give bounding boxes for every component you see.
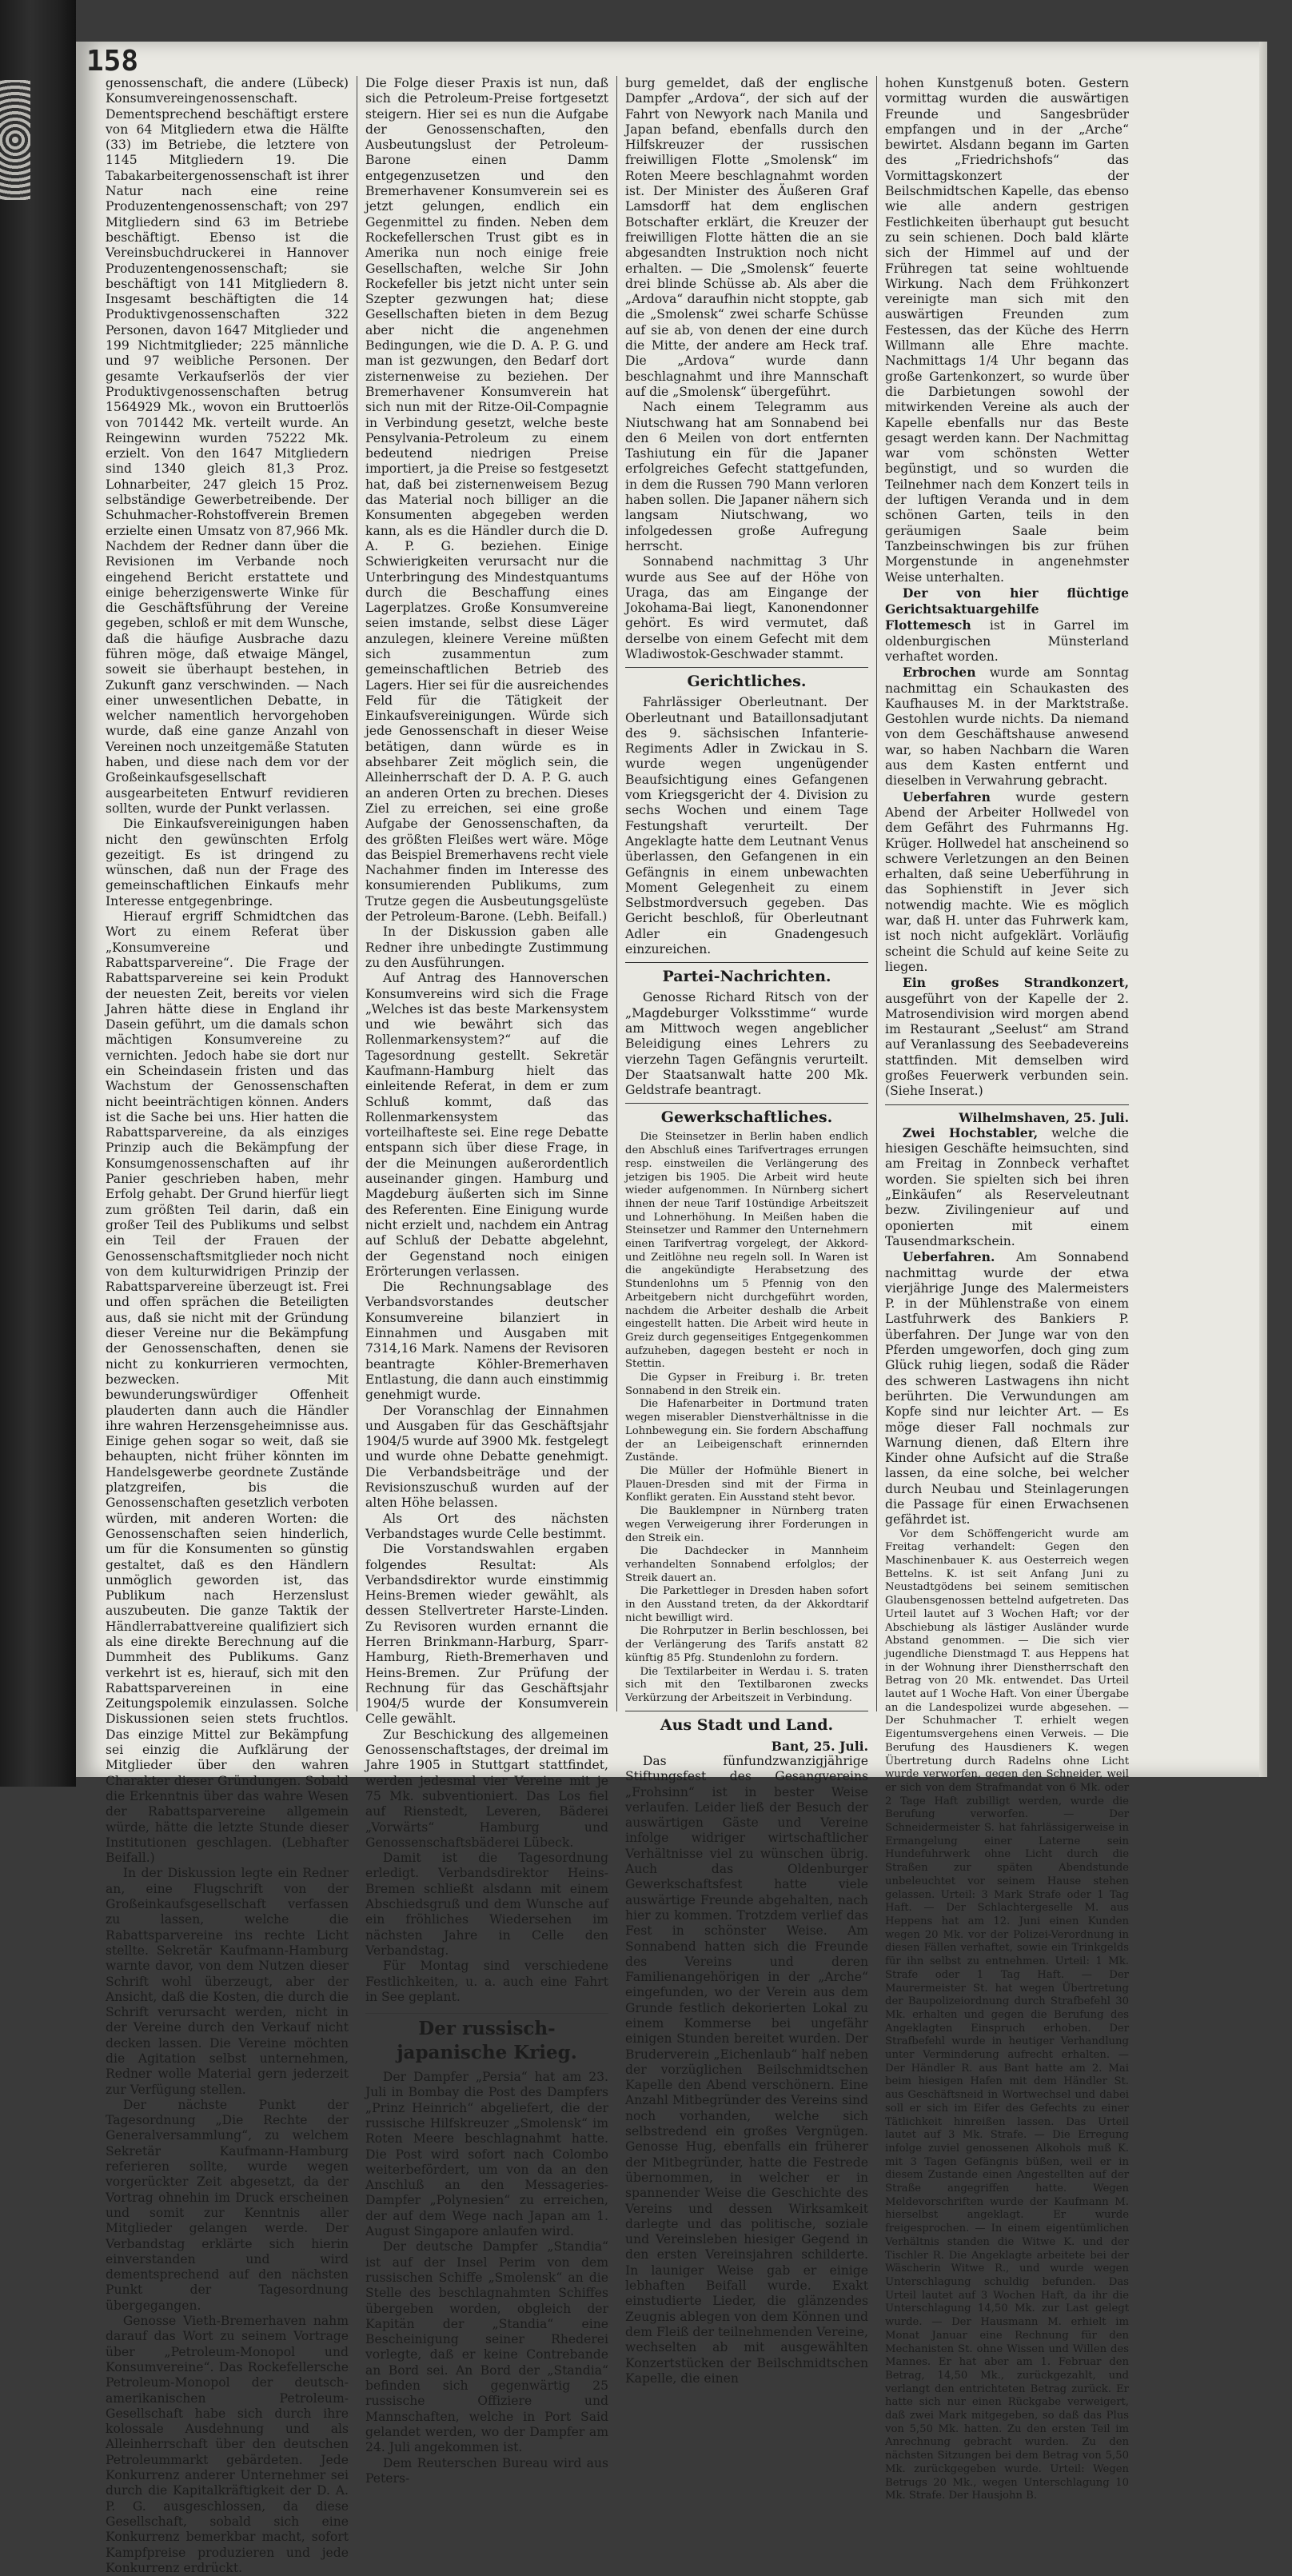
item-text: wurde gestern Abend der Arbeiter Hollwedel von dem Gefährt des Fuhrmanns Hg. Krüger. Hollwedel hat anscheinend so schwere Verletzungen an den Beinen erhalten, daß seine Ueberführung in das Sophienstift in Jever sich notwendig machte. Wie es möglich war, daß H. unter das Fuhrwerk kam, ist noch nicht aufgeklärt. Vorläufig scheint die Schuld auf keine Seite zu liegen. (885, 789, 1129, 974)
col2-para: Für Montag sind verschiedene Festlichkeiten, u. a. auch eine Fahrt in See geplant. (365, 1959, 608, 2004)
col4-item (885, 1125, 1129, 1249)
union-section-title: Gewerkschaftliches. (625, 1103, 868, 1128)
col1-para: Hierauf ergriff Schmidtchen das Wort zu einem Referat über „Konsumvereine und Rabattsparvereine“. Die Frage der Rabattsparvereine sei kein Produkt der neuesten Zeit, bereits vor vielen Jahren hätte diese in England ihr Dasein geführt, um die damals schon mächtigen Konsumvereine zu vernichten. Jedoch habe sie dort nur ein Scheindasein fristen und das Wachstum der Genossenschaften nicht beeinträchtigen können. Anders ist die Sache bei uns. Hier hatten die Rabattsparvereine, da als einziges Prinzip auch die Bekämpfung der Konsumgenossenschaften auf ihr Panier geschrieben haben, mehr Erfolg gehabt. Der Grund hierfür liegt zum größten Teil darin, daß ein großer Teil des Publikums und selbst ein Teil der Frauen der Genossenschaftsmitglieder noch nicht von dem kulturwidrigen Prinzip der Rabattsparvereine überzeugt ist. Frei und offen sprächen die Beteiligten aus, daß sie nicht mit der Gründung dieser Vereine nur die Bekämpfung der Genossenschaften, denen sie nicht zu konkurrieren vermochten, bezwecken. Mit bewunderungswürdiger Offenheit plauderten dann auch die Händler ihre wahren Herzensgeheimnisse aus. Einige gehen sogar so weit, daß sie behaupten, nicht früher könnten im Handelsgewerbe geordnete Zustände platzgreifen, bis die Genossenschaften gesetzlich verboten würden, mit anderen Worten: die Genossenschaften seien hinderlich, um für die Konsumenten so günstig gestaltet, daß es den Händlern unmöglich geworden ist, das Publikum nach Herzenslust auszubeuten. Die ganze Taktik der Händlerrabattvereine qualifiziert sich als eine direkte Berechnung auf die Dummheit des Publikums. Ganz verkehrt ist es, hierauf, sich mit den Rabattsparvereinen in eine Zeitungspolemik einzulassen. Solche Diskussionen seien stets fruchtlos. Das einzige Mittel zur Bekämpfung sei einzig die Aufklärung der Mitglieder über den wahren Charakter dieser Gründungen. Sobald die Erkenntnis über das wahre Wesen der Rabattsparvereine allgemein würde, hätte die letzte Stunde dieser Institutionen geschlagen. (Lebhafter Beifall.) (106, 909, 349, 1866)
col1-para: Die Einkaufsvereinigungen haben nicht den gewünschten Erfolg gezeitigt. Es ist dringend zu wünschen, daß nun der Frage des gemeinschaftlichen Einkaufs mehr Interesse entgegenbringe. (106, 817, 349, 909)
column-3 (617, 76, 877, 2386)
item-head: Ein großes Strandkonzert, (902, 975, 1129, 991)
war-para: Dem Reuterschen Bureau wird aus Peters- (365, 2455, 608, 2486)
item-text: welche die hiesigen Geschäfte heimsuchten, sind am Freitag in Zonnbeck verhaftet worden. Sie spielten sich bei ihren „Einkäufen“ als Reserveleutnant bezw. Zivilingenieur auf und oponierten mit einem Tausendmarkschein. (885, 1125, 1129, 1248)
union-para: Die Bauklempner in Nürnberg traten wegen Verweigerung ihrer Forderungen in den Streik ein. (625, 1505, 868, 1544)
col2-para: In der Diskussion gaben alle Redner ihre unbedingte Zustimmung zu den Ausführungen. (365, 925, 608, 970)
local-section-title: Aus Stadt und Land. (625, 1711, 868, 1735)
item-text: ist in Garrel im oldenburgischen Münsterland verhaftet worden. (885, 618, 1129, 664)
war-para: Der deutsche Dampfer „Standia“ ist auf der Insel Perim von dem russischen Schiffe „Smolensk“ an die Stelle des beschlagnahmten Schiffes übergeben worden, obgleich der Kapitän der „Standia“ eine Bescheinigung seiner Rhederei vorlegte, daß er keine Contrebande an Bord sei. An Bord der „Standia“ befinden sich gegenwärtig 25 russische Offiziere und Mannschaften, welche in Port Said gelandet werden, wo der Dampfer am 24. Juli angekommen ist. (365, 2239, 608, 2455)
page-edge (1259, 42, 1267, 1777)
union-para: Die Hafenarbeiter in Dortmund traten wegen miserabler Dienstverhältnisse in die Lohnbewegung ein. Sie fordern Abschaffung der an Leibeigenschaft erinnernden Zustände. (625, 1398, 868, 1464)
union-para: Die Steinsetzer in Berlin haben endlich den Abschluß eines Tarifvertrages errungen resp. einstweilen die Verlängerung des jetzigen bis 1905. Die Arbeit wird heute wieder aufgenommen. In Nürnberg sichert ihnen der neue Tarif 10stündige Arbeitszeit und Lohnerhöhung. In Meißen haben die Steinsetzer und Rammer den Unternehmern einen Tarifvertrag vorgelegt, der Akkord- und Zeitlöhne neu regeln soll. In Waren ist die angekündigte Herabsetzung des Stundenlohns um 5 Pfennig von den Arbeitgebern nicht durchgeführt worden, nachdem die Arbeiter deshalb die Arbeit eingestellt hatten. Die Arbeit wird heute in Greiz durch gegenseitiges Entgegenkommen aufzuheben, dagegen besteht er noch in Stettin. (625, 1131, 868, 1371)
col3-para: Sonnabend nachmittag 3 Uhr wurde aus See auf der Höhe von Uraga, das am Eingange der Jokohama-Bai liegt, Kanonendonner gehört. Es wird vermutet, daß derselbe von einem Gefecht mit dem Wladiwostok-Geschwader stammt. (625, 554, 868, 661)
union-para: Die Dachdecker in Mannheim verhandelten Sonnabend erfolglos; der Streik dauert an. (625, 1545, 868, 1584)
book-binding (0, 0, 76, 1787)
col2-para: Die Vorstandswahlen ergaben folgendes Resultat: Als Verbandsdirektor wurde einstimmig Heins-Bremen wieder gewählt, als dessen Stellvertreter Harste-Linden. Zu Revisoren wurden ernannt die Herren Brinkmann-Harburg, Sparr-Hamburg, Rieth-Bremerhaven und Heins-Bremen. Zur Prüfung der Rechnung für das Geschäftsjahr 1904/5 wurde der Konsumverein Celle gewählt. (365, 1542, 608, 1727)
court-para: Fahrlässiger Oberleutnant. Der Oberleutnant und Bataillonsadjutant des 9. sächsischen Infanterie-Regiments Adler in Zwickau in S. wurde wegen ungenügender Beaufsichtigung eines Gefangenen vom Kriegsgericht der 4. Division zu sechs Wochen und einem Tage Festungshaft verurteilt. Der Angeklagte hatte dem Leutnant Venus überlassen, den Gefangenen in ein Gefängnis in einem unbewachten Moment Gelegenheit zu einem Selbstmordversuch gegeben. Das Gericht beschloß, für Oberleutnant Adler ein Gnadengesuch einzureichen. (625, 695, 868, 957)
col1-para: Genosse Vieth-Bremerhaven nahm darauf das Wort zu seinem Vortrage über „Petroleum-Monopol und Konsumvereine“. Das Rockefellersche Petroleum-Monopol der deutsch-amerikanischen Petroleum-Gesellschaft habe sich durch ihre kolossale Ausdehnung und als Alleinherrschaft über den deutschen Petroleummarkt gebärdeten. Jede Konkurrenz anderer Unternehmer sei durch die Kapitalkräftigkeit der D. A. P. G. ausgeschlossen, da diese Gesellschaft, sobald sich eine Konkurrenz bemerkbar macht, sofort Kampfpreise produzieren und jede Konkurrenz erdrückt. (106, 2314, 349, 2575)
page-number: 158 (86, 45, 139, 78)
col2-para: Der Voranschlag der Einnahmen und Ausgaben für das Geschäftsjahr 1904/5 wurde auf 3900 Mk. festgelegt und wurde ohne Debatte genehmigt. Die Verbandsbeiträge und der Revisionszuschuß wurden auf der alten Höhe belassen. (365, 1403, 608, 1511)
party-para: Genosse Richard Ritsch von der „Magdeburger Volksstimme“ wurde am Mittwoch wegen angeblicher Beleidigung eines Lehrers zu vierzehn Tagen Gefängnis verurteilt. Der Staatsanwalt hatte 200 Mk. Geldstrafe beantragt. (625, 990, 868, 1098)
wilhelmshaven-dateline: Wilhelmshaven, 25. Juli. (959, 1109, 1129, 1125)
union-para: Die Gypser in Freiburg i. Br. treten Sonnabend in den Streik ein. (625, 1372, 868, 1397)
item-head: Der von hier flüchtige Gerichtsaktuargehilfe Flottemesch (885, 585, 1129, 633)
court-section-title: Gerichtliches. (625, 667, 868, 692)
col1-para: In der Diskussion legte ein Redner an, eine Flugschrift von der Großeinkaufsgesellschaft verfassen zu lassen, welche die Rabattsparvereine ins rechte Licht stellte. Sekretär Kaufmann-Hamburg warnte davor, von dem Nutzen dieser Schrift wohl überzeugt, aber der Ansicht, daß die Kosten, die durch die Schrift verursacht werden, nicht in der Vereine durch den Verkauf nicht decken lassen. Die Vereine möchten die Agitation selbst unternehmen, Redner wolle Material gern jederzeit zur Verfügung stellen. (106, 1866, 349, 2097)
binding-ornament (0, 80, 30, 200)
union-para: Die Textilarbeiter in Werdau i. S. traten sich mit den Textilbaronen zwecks Verkürzung der Arbeitszeit in Verbindung. (625, 1665, 868, 1704)
party-section-title: Partei-Nachrichten. (625, 962, 868, 987)
union-para: Die Parkettleger in Dresden haben sofort in den Ausstand treten, da der Akkordtarif nicht bewilligt wird. (625, 1585, 868, 1624)
col2-para: Auf Antrag des Hannoverschen Konsumvereins wird sich die Frage „Welches ist das beste Markensystem und wie bewährt sich das Rollenmarkensystem?“ auf die Tagesordnung gestellt. Sekretär Kaufmann-Hamburg hielt das einleitende Referat, in dem er zum Schluß kommt, daß das Rollenmarkensystem das vorteilhafteste sei. Eine rege Debatte entspann sich über diese Frage, in der die Meinungen außerordentlich auseinander gingen. Hamburg und Magdeburg äußerten sich im Sinne des Referenten. Eine Einigung wurde nicht erzielt und, nachdem ein Antrag auf Schluß der Debatte abgelehnt, der Gegenstand noch einigen Erörterungen verlassen. (365, 971, 608, 1279)
item-head: Erbrochen (902, 665, 976, 681)
war-para: Der Dampfer „Persia“ hat am 23. Juli in Bombay die Post des Dampfers „Prinz Heinrich“ abgeliefert, die der russische Hilfskreuzer „Smolensk“ im Roten Meere beschlagnahmt hatte. Die Post wird sofort nach Colombo weiterbefördert, um von da an den Anschluß an den Messageries-Dampfer „Polynesien“ zu erreichen, der auf dem Wege nach Japan am 1. August Singapore anlaufen wird. (365, 2070, 608, 2239)
column-2 (357, 76, 617, 2486)
item-head: Zwei Hochstabler, (902, 1124, 1039, 1140)
war-section-title: Der russisch-japanische Krieg. (365, 2013, 608, 2065)
col2-para: Die Rechnungsablage des Verbandsvorstandes deutscher Konsumvereine bilanziert in Einnahmen und Ausgaben mit 7314,16 Mark. Namens der Revisoren beantragte Köhler-Bremerhaven Entlastung, die dann auch einstimmig genehmigt wurde. (365, 1280, 608, 1403)
col4-item (885, 1249, 1129, 1528)
col2-para: Die Folge dieser Praxis ist nun, daß sich die Petroleum-Preise fortgesetzt steigern. Hier sei es nun die Aufgabe der Genossenschaften, den Ausbeutungslust der Petroleum-Barone einen Damm entgegenzusetzen und den Bremerhavener Konsumverein sei es jetzt gelungen, endlich ein Gegenmittel zu finden. Neben dem Rockefellerschen Trust gibt es in Amerika nun noch einige freie Gesellschaften, welche Sir John Rockefeller bis jetzt nicht unter sein Szepter gezwungen hat; diese Gesellschaften bieten in dem Bezug aber nicht die angenehmen Bedingungen, wie die D. A. P. G. und man ist gezwungen, den Bedarf dort zisternenweise zu beziehen. Der Bremerhavener Konsumverein hat sich nun mit der Ritze-Oil-Compagnie in Verbindung gesetzt, welche beste Pensylvania-Petroleum zu einem bedeutend niedrigen Preise importiert, ja die Preise so festgesetzt hat, daß bei zisternenweisem Bezug das Material noch billiger an die Konsumenten abgegeben werden kann, als es die Händler durch die D. A. P. G. beziehen. Einige Schwierigkeiten verursacht nur die Unterbringung des Mindestquantums durch die Beschaffung eines Lagerplatzes. Große Konsumvereine seien imstande, selbst diese Läger anzulegen, kleinere Vereine müßten sich zusammentun zum gemeinschaftlichen Betrieb des Lagers. Hier sei für die ausreichendes Feld für die Tätigkeit der Einkaufsvereinigungen. Würde sich jede Genossenschaft in dieser Weise betätigen, dann würde es in absehbarer Zeit möglich sein, die Alleinherrschaft der D. A. P. G. auch an anderen Orten zu brechen. Dieses Ziel zu erreichen, sei eine große Aufgabe der Genossenschaften, da des größten Fleißes wert wäre. Möge das Beispiel Bremerhavens recht viele Nachahmer finden im Interesse des konsumierenden Publikums, zum Trutze gegen die Ausbeutungsgelüste der Petroleum-Barone. (Lebh. Beifall.) (365, 76, 608, 925)
col4-item (885, 789, 1129, 976)
col1-para: genossenschaft, die andere (Lübeck) Konsumvereingenossenschaft. Dementsprechend beschäftigt erstere von 64 Mitgliedern etwa die Hälfte (33) im Betriebe, die letztere von 1145 Mitgliedern 19. Die Tabakarbeitergenossenschaft ist ihrer Natur nach eine reine Produzentengenossenschaft; von 297 Mitgliedern sind 63 im Betriebe beschäftigt. Ebenso ist die Vereinsbuchdruckerei in Hannover Produzentengenossenschaft; sie beschäftigt von 141 Mitgliedern 8. Insgesamt beschäftigten die 14 Produktivgenossenschaften 322 Personen, davon 1647 Mitglieder und 199 Nichtmitglieder; 225 männliche und 97 weibliche Personen. Der gesamte Verkaufserlös der vier Produktivgenossenschaften betrug 1564929 Mk., wovon ein Bruttoerlös von 701442 Mk. verteilt wurde. An Reingewinn wurden 75222 Mk. erzielt. Von den 1647 Mitgliedern sind 1340 gleich 81,3 Proz. Lohnarbeiter, 247 gleich 15 Proz. selbständige Gewerbetreibende. Der Schuhmacher-Rohstoffverein Bremen erzielte einen Umsatz von 87,966 Mk. Nachdem der Redner dann über die Revisionen im Verbande noch eingehend Bericht erstattete und einige beherzigenswerte Winke für die Geschäftsführung der Vereine gegeben, schloß er mit dem Wunsche, daß die häufige Ausbrache dazu führen möge, daß etwaige Mängel, soweit sie überhaupt bestehen, in Zukunft ganz verschwinden. — Nach einer unwesentlichen Debatte, in welcher namentlich hervorgehoben wurde, daß eine ganze Anzahl von Vereinen noch unzeitgemäße Statuten haben, und diese nach dem vor der Großeinkaufsgesellschaft ausgearbeiteten Entwurf revidieren sollten, wurde der Punkt verlassen. (106, 76, 349, 816)
col1-para: Der nächste Punkt der Tagesordnung „Die Rechte der Generalversammlung“, zu welchem Sekretär Kaufmann-Hamburg referieren sollte, wurde wegen vorgerückter Zeit abgesetzt, da der Vortrag ohnehin im Druck erscheinen und somit zur Kenntnis aller Mitglieder gelangen werde. Der Verbandstag erklärte sich hierin einverstanden und wird dementsprechend auf den nächsten Punkt der Tagesordnung übergegangen. (106, 2097, 349, 2313)
col4-item (885, 585, 1129, 665)
col3-para: burg gemeldet, daß der englische Dampfer „Ardova“, der sich auf der Fahrt von Newyork nach Manila und Japan befand, ebenfalls durch den Hilfskreuzer der russischen freiwilligen Flotte „Smolensk“ im Roten Meere beschlagnahmt worden ist. Der Minister des Äußeren Graf Lamsdorff hat dem englischen Botschafter erklärt, die Kreuzer der freiwilligen Flotte hätten die an sie abgesandten Instruktion noch nicht erhalten. — Die „Smolensk“ feuerte drei blinde Schüsse ab. Als aber die „Ardova“ daraufhin nicht stoppte, gab die „Smolensk“ zwei scharfe Schüsse auf sie ab, von denen der eine durch die Mitte, der andere am Heck traf. Die „Ardova“ wurde dann beschlagnahmt und ihre Mannschaft auf die „Smolensk“ übergeführt. (625, 76, 868, 399)
court-report: Vor dem Schöffengericht wurde am Freitag verhandelt: Gegen den Maschinenbauer K. aus Oesterreich wegen Bettelns. K. ist seit Anfang Juni zu Neustadtgödens bei seinem semitischen Glaubensgenossen bettelnd aufgetreten. Das Urteil lautet auf 3 Wochen Haft; vor der Abschiebung als lästiger Ausländer wurde Abstand genommen. — Die sich vier jugendliche Dienstmagd T. aus Heppens hat in der Wohnung ihrer Dienstherrschaft den Betrag von 20 Mk. entwendet. Das Urteil lautet auf 1 Woche Haft. Von einer Übergabe an die Landespolizei wurde abgesehen. — Der Schuhmacher T. erhielt wegen Eigentumsvergehens einen Verweis. — Die Berufung des Hausdieners K. wegen Übertretung durch Radelns ohne Licht wurde verworfen, gegen den Schneider, weil er sich von dem Strafmandat von 6 Mk. oder 2 Tage Haft zubilligt werden, wurde die Berufung verworfen. — Der Schneidermeister S. hat fahrlässigerweise in Ermangelung einer Laterne sein Hundefuhrwerk ohne Licht durch die Straßen zur späten Abendstunde unbeleuchtet vor seinem Hause stehen gelassen. Urteil: 3 Mark Strafe oder 1 Tag Haft. — Der Schlachtergeselle M. aus Heppens hat am 12. Juni einen Kunden wegen 20 Mk. vor der Polizei-Verordnung in diesen Fällen verhaftet, sowie ein Trinkgelds für ihn selbst zu entnehmen. Urteil: 1 Mk. Strafe oder 1 Tag Haft. — Der Maurermeister St. hat wegen Übertretung der Baupolizeiordnung durch Strafbefehl 30 Mk. erhalten und gegen die Berufung des Angeklagten Einspruch erhoben. Der Strafbefehl wurde in heutiger Verhandlung unter Verminderung aufrecht erhalten. — Der Händler R. aus Bant hatte am 2. Mai beim hiesigen Hafen mit dem Händler St. aus Geschäftsneid in Wortwechsel und dabei soll er sich im Eifer des Gefechts zu einer Tätlichkeit hinreißen lassen. Das Urteil lautet auf 3 Mk. Strafe. — Die Erregung infolge zuviel genossenen Alkohols muß K. mit 3 Tagen Gefängnis büßen, weil er in diesem Zustande einen Angestellten auf der Straße angegriffen hatte. Wegen Meldevorschriften wurde der Kaufmann M. hierselbst angeklagt. Er wurde freigesprochen. — In einem eigentümlichen Verhältnis standen die Witwe K. und der Tischler R. Die Angeklagte arbeitete bei der Wäscherin Witwe R., und wurde wegen Unterschlagung schuldig befunden. Das Urteil lautet auf 3 Wochen Haft, da ihr die Unterschlagung 14,50 Mk. zur Last gelegt wurde. — Der Hausmann M. erhielt im Monat Januar eine Rechnung für den Mechanisten St. ohne Wissen und Willen des Mannes. Er hat aber am 1. Februar den Betrag, 14,50 Mk., zurückgezahlt, und verlangt den entrichteten Betrag zurück. Er hatte sich nur einen Rückgabe verweigert, daß zwei Mark mitgegeben, so daß das Plus von 5,50 Mk. hatten. Zu den ersten Teil im Anrechnung gebracht wurden. Zu den nächsten Sitzungen bei dem Betrag von 5,50 Mk. zurückgegeben wurde. Urteil: Wegen Betrugs 20 Mk., wegen Unterschlagung 10 Mk. Strafe. Der Hausjohn B. (885, 1528, 1129, 2502)
column-1 (98, 76, 357, 2575)
col2-para: Als Ort des nächsten Verbandstages wurde Celle bestimmt. (365, 1511, 608, 1541)
col3-para: Nach einem Telegramm aus Niutschwang hat am Sonnabend bei den 6 Meilen von dort entfernten Tashiutung ein für die Japaner erfolgreiches Gefecht stattgefunden, in dem die Russen 790 Mann verloren haben sollen. Die Japaner nähern sich langsam Niutschwang, wo infolgedessen große Aufregung herrscht. (625, 400, 868, 553)
union-para: Die Rohrputzer in Berlin beschlossen, bei der Verlängerung des Tarifs anstatt 82 künftig 85 Pfg. Stundenlohn zu fordern. (625, 1625, 868, 1664)
article-columns (98, 76, 1181, 2575)
item-text: Am Sonnabend nachmittag wurde der etwa vierjährige Junge des Malermeisters P. in der Mühlenstraße von einem Lastfuhrwerk des Bankiers P. überfahren. Der Junge war von den Pferden umgeworfen, doch ging zum Glück ruhig liegen, sodaß die Räder des schweren Lastwagens ihn nicht berührten. Die Verwundungen am Kopfe sind nur leichter Art. — Es möge dieser Fall nochmals zur Warnung dienen, daß Eltern ihre Kinder ohne Aufsicht auf die Straße lassen, da eine solche, bei welcher durch Neubau und Steinlagerungen die Passage für einen Erwachsenen gefährdet ist. (885, 1250, 1129, 1528)
divider (885, 1104, 1129, 1105)
col4-item (885, 975, 1129, 1099)
item-head: Ueberfahren. (902, 1249, 995, 1265)
column-4 (877, 76, 1137, 2502)
union-para: Die Müller der Hofmühle Bienert in Plauen-Dresden sind mit der Firma in Konflikt geraten. Ein Ausstand steht bevor. (625, 1464, 868, 1504)
item-text: ausgeführt von der Kapelle der 2. Matrosendivision wird morgen abend im Restaurant „Seelust“ am Strand auf Veranlassung des Seebadevereins stattfinden. Mit demselben wird großes Feuerwerk verbunden sein. (Siehe Inserat.) (885, 991, 1129, 1099)
col4-item (885, 665, 1129, 789)
item-text: wurde am Sonntag nachmittag ein Schaukasten des Kaufhauses M. in der Marktstraße. Gestohlen wurde nichts. Da niemand von dem Geschäftshause anwesend war, so haben Nachbarn die Waren aus dem Kasten entfernt und dieselben in Verwahrung gebracht. (885, 665, 1129, 789)
item-head: Ueberfahren (902, 789, 991, 805)
local-dateline: Bant, 25. Juli. (771, 1738, 868, 1754)
col4-para: hohen Kunstgenuß boten. Gestern vormittag wurden die auswärtigen Freunde und Sangesbrüder empfangen und in der „Arche“ bewirtet. Alsdann begann im Garten des „Friedrichshofs“ das Vormittagskonzert der Beilschmidtschen Kapelle, das ebenso wie alle andern gestrigen Festlichkeiten überhaupt gut besucht zu sein schienen. Doch bald klärte sich der Himmel auf und der Frühregen tat seine wohltuende Wirkung. Nach dem Frühkonzert vereinigte man sich mit den auswärtigen Freunden zum Festessen, das der Küche des Herrn Willmann alle Ehre machte. Nachmittags 1/4 Uhr begann das große Gartenkonzert, so wurde über die Darbietungen sowohl der mitwirkenden Vereine als auch der Kapelle ebenfalls nur das Beste gesagt werden kann. Der Nachmittag war vom schönsten Wetter begünstigt, und so wurden die Teilnehmer nach dem Konzert teils in der luftigen Veranda und in dem schönen Garten, teils in den geräumigen Saale beim Tanzbeinschwingen bis zur frühen Morgenstunde in angenehmster Weise unterhalten. (885, 76, 1129, 585)
col2-para: Zur Beschickung des allgemeinen Genossenschaftstages, der dreimal im Jahre 1905 in Stuttgart stattfindet, werden jedesmal vier Vereine mit je 75 Mk. subventioniert. Das Los fiel auf Rienstedt, Leveren, Bäderei „Vorwärts“ Hamburg und Genossenschaftsbäderei Lübeck. (365, 1727, 608, 1850)
col2-para: Damit ist die Tagesordnung erledigt. Verbandsdirektor Heins-Bremen schließt alsdann mit einem Abschiedsgruß und dem Wunsche auf ein fröhliches Wiedersehen im nächsten Jahre in Celle den Verbandstag. (365, 1851, 608, 1958)
local-para: Das fünfundzwanzigjährige Stiftungsfest des Gesangvereins „Frohsinn“ ist in bester Weise verlaufen. Leider ließ der Besuch der auswärtigen Gäste und Vereine infolge widriger wirtschaftlicher Verhältnisse viel zu wünschen übrig. Auch das Oldenburger Gewerkschaftsfest hatte viele auswärtige Freunde abgehalten, nach hier zu kommen. Trotzdem verlief das Fest in schönster Weise. Am Sonnabend hatten sich die Freunde des Vereins und deren Familienangehörigen in der „Arche“ eingefunden, wo der Verein aus dem Grunde festlich dekorierten Lokal zu einem Kommerse bei ungefähr einigen Stunden bereitet wurden. Der Bruderverein „Eichenlaub“ half neben der vorzüglichen Beilschmidtschen Kapelle den Abend verschönern. Eine Anzahl Mitbegründer des Vereins sind noch vorhanden, welche sich selbstredend ein großes Vergnügen. Genosse Hug, ebenfalls ein früherer der Mitbegründer, hatte die Festrede übernommen, in welcher er in spannender Weise die Geschichte des Vereins und dessen Wirksamkeit darlegte und das politische, soziale und Vereinsleben hiesiger Gegend in den ersten Vereinsjahren schilderte. In launiger Weise gab er einige lebhaften Beifall wurde. Exakt einstudierte Lieder, die glänzendes Zeugnis ablegen von dem Können und dem Fleiß der teilnehmenden Vereine, wechselten ab mit ausgewählten Konzertstücken der Beilschmidtschen Kapelle, die einen (625, 1753, 868, 2386)
